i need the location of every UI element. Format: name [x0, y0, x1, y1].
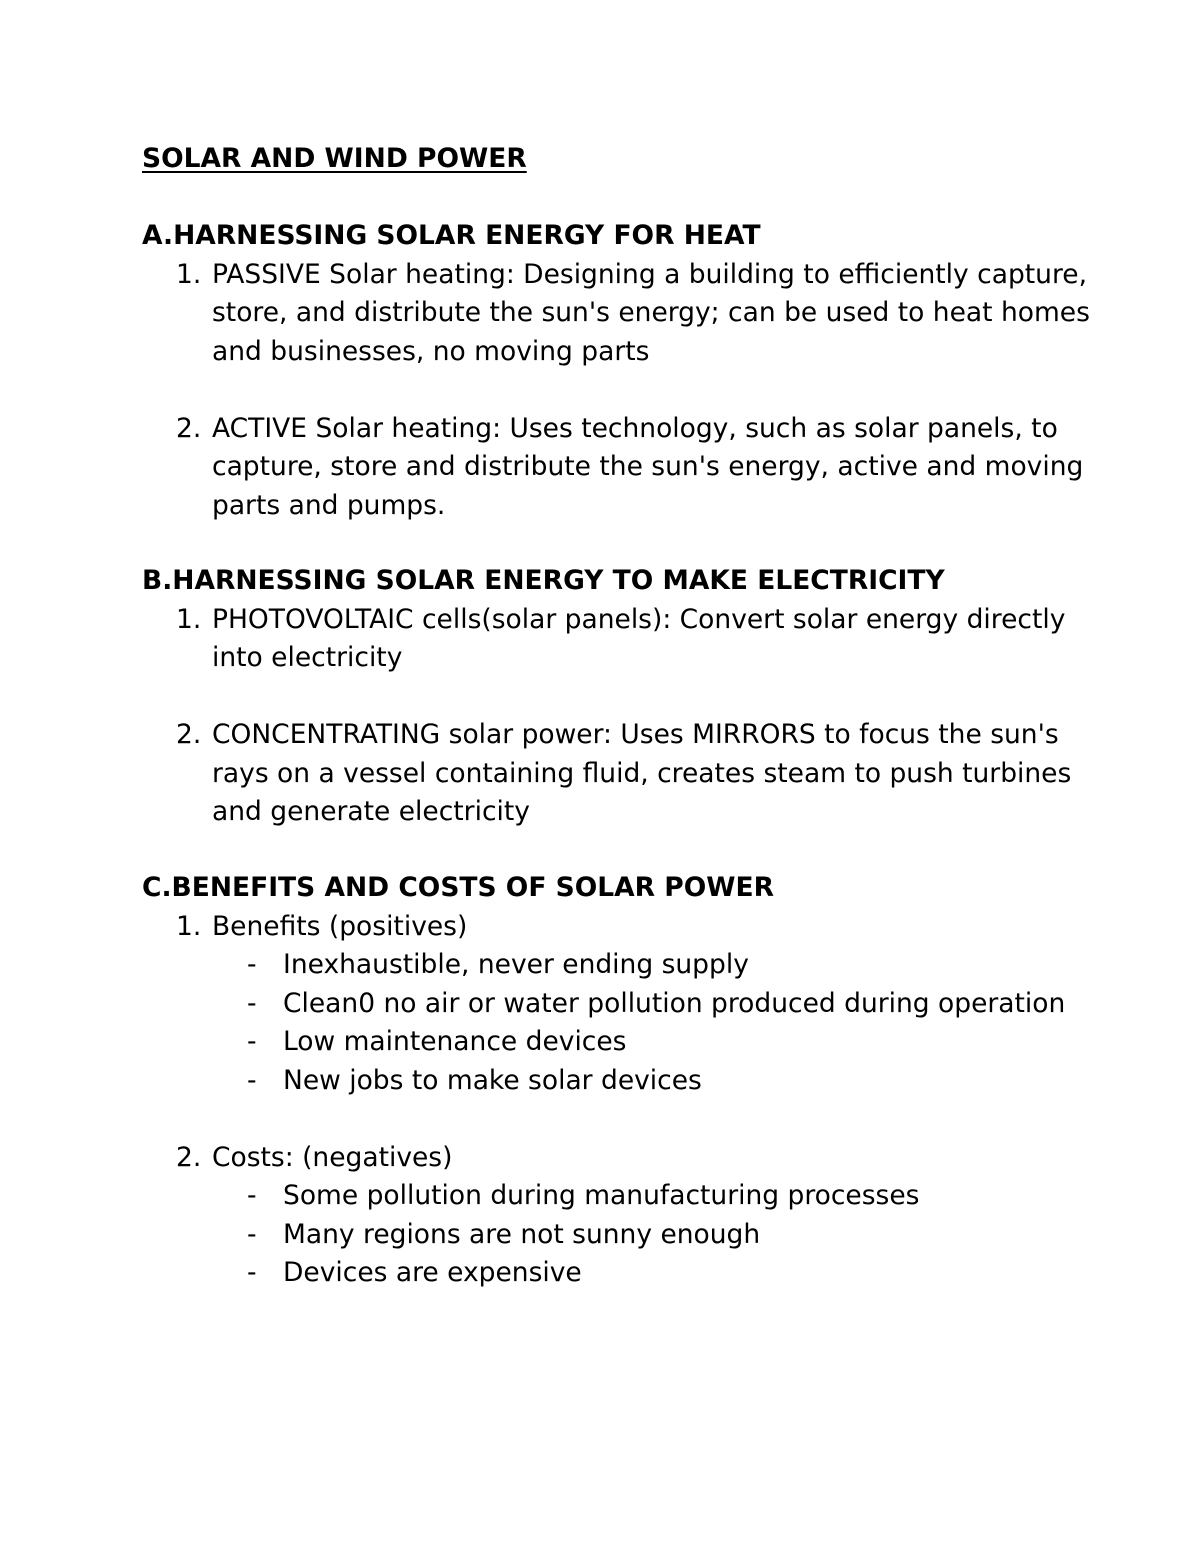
- bullet-dash: -: [247, 1257, 257, 1288]
- bullet-item: [212, 1216, 1102, 1255]
- list-number: 2.: [176, 719, 202, 750]
- bullet-item: [212, 1254, 1102, 1293]
- list-item-text: PHOTOVOLTAIC cells(solar panels): Convert solar energy directly into electricity: [212, 603, 1066, 673]
- bullet-text: Some pollution during manufacturing processes: [283, 1180, 920, 1211]
- bullet-text: Clean0 no air or water pollution produced during operation: [283, 987, 1066, 1019]
- list-item-text: Benefits (positives): [212, 910, 468, 942]
- section-harnessing-solar-heat: [142, 217, 1102, 525]
- bullet-item: [212, 1177, 1102, 1216]
- section-heading: A.HARNESSING SOLAR ENERGY FOR HEAT: [142, 220, 761, 251]
- list-number: 1.: [176, 258, 202, 290]
- list-item: [142, 601, 1102, 678]
- list-number: 1.: [176, 910, 202, 942]
- bullet-item: [212, 1023, 1102, 1062]
- list-number: 1.: [176, 603, 202, 635]
- list-item-text: ACTIVE Solar heating: Uses technology, such as solar panels, to capture, store and distribute the sun's energy, active and moving parts and pumps.: [212, 412, 1084, 521]
- document-title: SOLAR AND WIND POWER: [142, 143, 527, 174]
- bullet-text: Inexhaustible, never ending supply: [283, 949, 749, 980]
- bullet-text: Devices are expensive: [283, 1257, 582, 1288]
- list-item: [142, 256, 1102, 372]
- section-harnessing-solar-electricity: [142, 562, 1102, 832]
- list-item-text: CONCENTRATING solar power: Uses MIRRORS to focus the sun's rays on a vessel containing fluid, creates steam to push turbines and generate electricity: [212, 719, 1072, 827]
- numbered-list: [142, 601, 1102, 832]
- numbered-list: [142, 256, 1102, 526]
- list-number: 2.: [176, 412, 202, 444]
- bullet-item: [212, 1062, 1102, 1101]
- section-heading: C.BENEFITS AND COSTS OF SOLAR POWER: [142, 872, 774, 903]
- list-item-text: PASSIVE Solar heating: Designing a building to efficiently capture, store, and distribute the sun's energy; can be used to heat homes and businesses, no moving parts: [212, 258, 1090, 367]
- list-number: 2.: [176, 1141, 202, 1173]
- bullet-item: [212, 985, 1102, 1024]
- list-item: [142, 410, 1102, 526]
- bullet-dash: -: [247, 1218, 257, 1250]
- section-benefits-and-costs: [142, 869, 1102, 1293]
- section-heading: B.HARNESSING SOLAR ENERGY TO MAKE ELECTRICITY: [142, 565, 945, 596]
- numbered-list: [142, 908, 1102, 1293]
- list-item: [142, 716, 1102, 832]
- bullet-text: Low maintenance devices: [283, 1026, 627, 1057]
- list-item: [142, 908, 1102, 1101]
- list-item: [142, 1139, 1102, 1293]
- bullet-text: Many regions are not sunny enough: [283, 1218, 761, 1250]
- list-item-text: Costs: (negatives): [212, 1141, 453, 1173]
- bullet-dash: -: [247, 1064, 257, 1096]
- bullet-item: [212, 946, 1102, 985]
- bullet-dash: -: [247, 949, 257, 980]
- bullet-text: New jobs to make solar devices: [283, 1064, 702, 1096]
- bullet-list: [212, 1177, 1102, 1293]
- bullet-dash: -: [247, 1026, 257, 1057]
- bullet-dash: -: [247, 987, 257, 1019]
- bullet-dash: -: [247, 1180, 257, 1211]
- bullet-list: [212, 946, 1102, 1100]
